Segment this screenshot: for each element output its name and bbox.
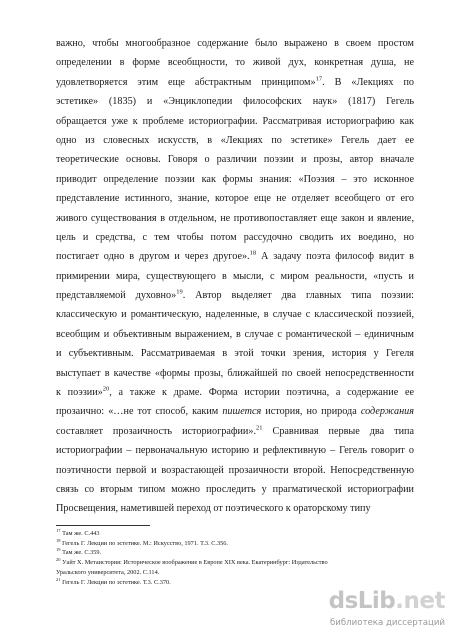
body-line bbox=[56, 499, 414, 518]
body-line bbox=[56, 53, 414, 72]
footnote bbox=[56, 539, 376, 549]
body-line-text: одно из словесных искусств, в «Лекциях по эстетике» Гегель дает ее bbox=[56, 134, 414, 146]
body-line bbox=[56, 92, 414, 111]
body-line-text: Сравнивая первые два типа bbox=[262, 425, 414, 437]
body-line-text: эстетике» (1835) и «Энциклопедии философских наук» (1817) Гегель bbox=[56, 96, 414, 108]
footnote-separator bbox=[56, 525, 150, 526]
body-line bbox=[56, 402, 414, 421]
footnote-reference: 20 bbox=[102, 385, 110, 393]
body-line-text: приводит определение поэзии как формы знания: «Поэзия – это исконное bbox=[56, 173, 414, 185]
footnote-reference: 17 bbox=[315, 75, 323, 83]
body-line-text: . В «Лекциях по bbox=[322, 76, 414, 88]
footnote bbox=[56, 578, 376, 588]
footnote-number: 19 bbox=[56, 547, 61, 553]
body-line bbox=[56, 247, 414, 266]
footnote-text: Гегель Г. Лекции по эстетике. М.: Искусство, 1971. Т.3. С.356. bbox=[60, 539, 229, 547]
footnote bbox=[56, 548, 376, 558]
body-line-text: история, но природа bbox=[261, 406, 361, 418]
emphasis: содержания bbox=[360, 406, 414, 418]
footnote-text: Гегель Г. Лекции по эстетике. Т.3. С.370. bbox=[60, 578, 171, 586]
body-line-text: , а также к драме. Форма истории поэтична, а содержание ее bbox=[109, 387, 414, 399]
footnote-text: Там же. С.443 bbox=[60, 530, 100, 537]
footnote bbox=[56, 529, 376, 539]
body-line bbox=[56, 461, 414, 480]
body-line-text: связь со вторым типом можно проследить у прагматической историографии bbox=[56, 483, 414, 495]
watermark-logo-tld: .net bbox=[395, 588, 445, 614]
body-line-text: . Автор выделяет два главных типа поэзии: bbox=[182, 290, 414, 302]
watermark-logo bbox=[329, 588, 445, 614]
body-line bbox=[56, 170, 414, 189]
body-line bbox=[56, 34, 414, 53]
body-line bbox=[56, 228, 414, 247]
body-line-text: прозаично: «…не тот способ, каким bbox=[56, 406, 223, 418]
body-line-text: представляемой духовно» bbox=[56, 290, 177, 302]
body-line-text: поэтичности первой и возрастающей прозаичности второй. Непосредственную bbox=[56, 464, 414, 476]
body-line-text: живого существования в отдельном, не противопоставляет еще закон и явление, bbox=[56, 212, 414, 224]
body-line bbox=[56, 267, 414, 286]
body-line-text: удовлетворяется этим еще абстрактным принципом» bbox=[56, 76, 316, 88]
body-line bbox=[56, 305, 414, 324]
body-line-text: важно, чтобы многообразное содержание было выражено в своем простом bbox=[56, 38, 414, 49]
footnote-reference: 21 bbox=[256, 424, 263, 432]
footnote-number: 17 bbox=[56, 527, 61, 533]
body-line bbox=[56, 441, 414, 460]
body-line-text: цель и средства, с тем чтобы потом рассудочно сводить их воедино, но bbox=[56, 231, 414, 243]
body-line bbox=[56, 344, 414, 363]
body-line bbox=[56, 150, 414, 169]
body-line-text: постигает одно в другом и через другое». bbox=[56, 251, 250, 263]
body-line-text: составляет прозаичность историографии». bbox=[56, 425, 257, 437]
footnote bbox=[56, 558, 376, 568]
footnotes bbox=[56, 529, 376, 587]
body-line-text: А задачу поэта философ видит в bbox=[256, 251, 414, 263]
body-line-text: выступает в качестве «формы прозы, ближайшей по своей непосредственности bbox=[56, 367, 414, 379]
footnote-text: Уральского университета, 2002. С.114. bbox=[56, 568, 160, 576]
body-line bbox=[56, 422, 414, 441]
body-line bbox=[56, 112, 414, 131]
footnote-reference: 19 bbox=[176, 288, 183, 296]
body-line bbox=[56, 325, 414, 344]
body-line-text: определении в форме всеобщности, то живой дух, конкретная душа, не bbox=[56, 57, 414, 69]
footnote-number: 21 bbox=[56, 576, 61, 582]
body-line-text: всеобщим и объективным выражением, в случае с романтической – единичным bbox=[56, 328, 414, 340]
body-line-text: историографии – первоначальную историю и рефлективную – Гегель говорит о bbox=[56, 445, 414, 457]
body-text bbox=[56, 34, 414, 519]
body-line bbox=[56, 73, 414, 92]
body-line-text: обращается уже к проблеме историографии. Рассматривая историографию как bbox=[56, 115, 414, 127]
footnote-text: Уайт Х. Метаистория: Историческое воображение в Европе XIX века. Екатеринбург: Издательство bbox=[60, 559, 328, 567]
body-line bbox=[56, 286, 414, 305]
body-line-text: и субъективным. Рассматриваемая в этой точки зрения, история у Гегеля bbox=[56, 348, 414, 360]
body-line bbox=[56, 209, 414, 228]
footnote bbox=[56, 568, 376, 578]
body-line-text: Просвещения, наметившей переход от поэтического к ораторскому типу bbox=[56, 503, 371, 515]
footnote-reference: 18 bbox=[249, 249, 257, 257]
dslib-watermark bbox=[328, 588, 447, 634]
body-line bbox=[56, 480, 414, 499]
body-line-text: к поэзии» bbox=[56, 387, 103, 399]
watermark-caption: библиотека диссертаций bbox=[329, 618, 445, 628]
body-line bbox=[56, 364, 414, 383]
body-line bbox=[56, 131, 414, 150]
footnote-number: 18 bbox=[56, 537, 61, 543]
body-line bbox=[56, 383, 414, 402]
body-line-text: примирении мира, существующего в мысли, с миром реальности, «пусть и bbox=[56, 270, 414, 282]
body-line-text: теоретические основы. Говоря о различии поэзии и прозы, автор вначале bbox=[56, 154, 414, 166]
footnote-text: Там же. С.359. bbox=[60, 549, 102, 557]
body-line-text: классическую и романтическую, наделенные, в случае с классической поэзией, bbox=[56, 309, 414, 321]
footnote-number: 20 bbox=[56, 557, 61, 563]
watermark-logo-main: dsLib bbox=[328, 588, 396, 614]
body-line-text: представление истинного, знание, которое еще не отделяет всеобщего от его bbox=[56, 193, 414, 205]
body-line bbox=[56, 189, 414, 208]
emphasis: пишется bbox=[222, 406, 262, 418]
